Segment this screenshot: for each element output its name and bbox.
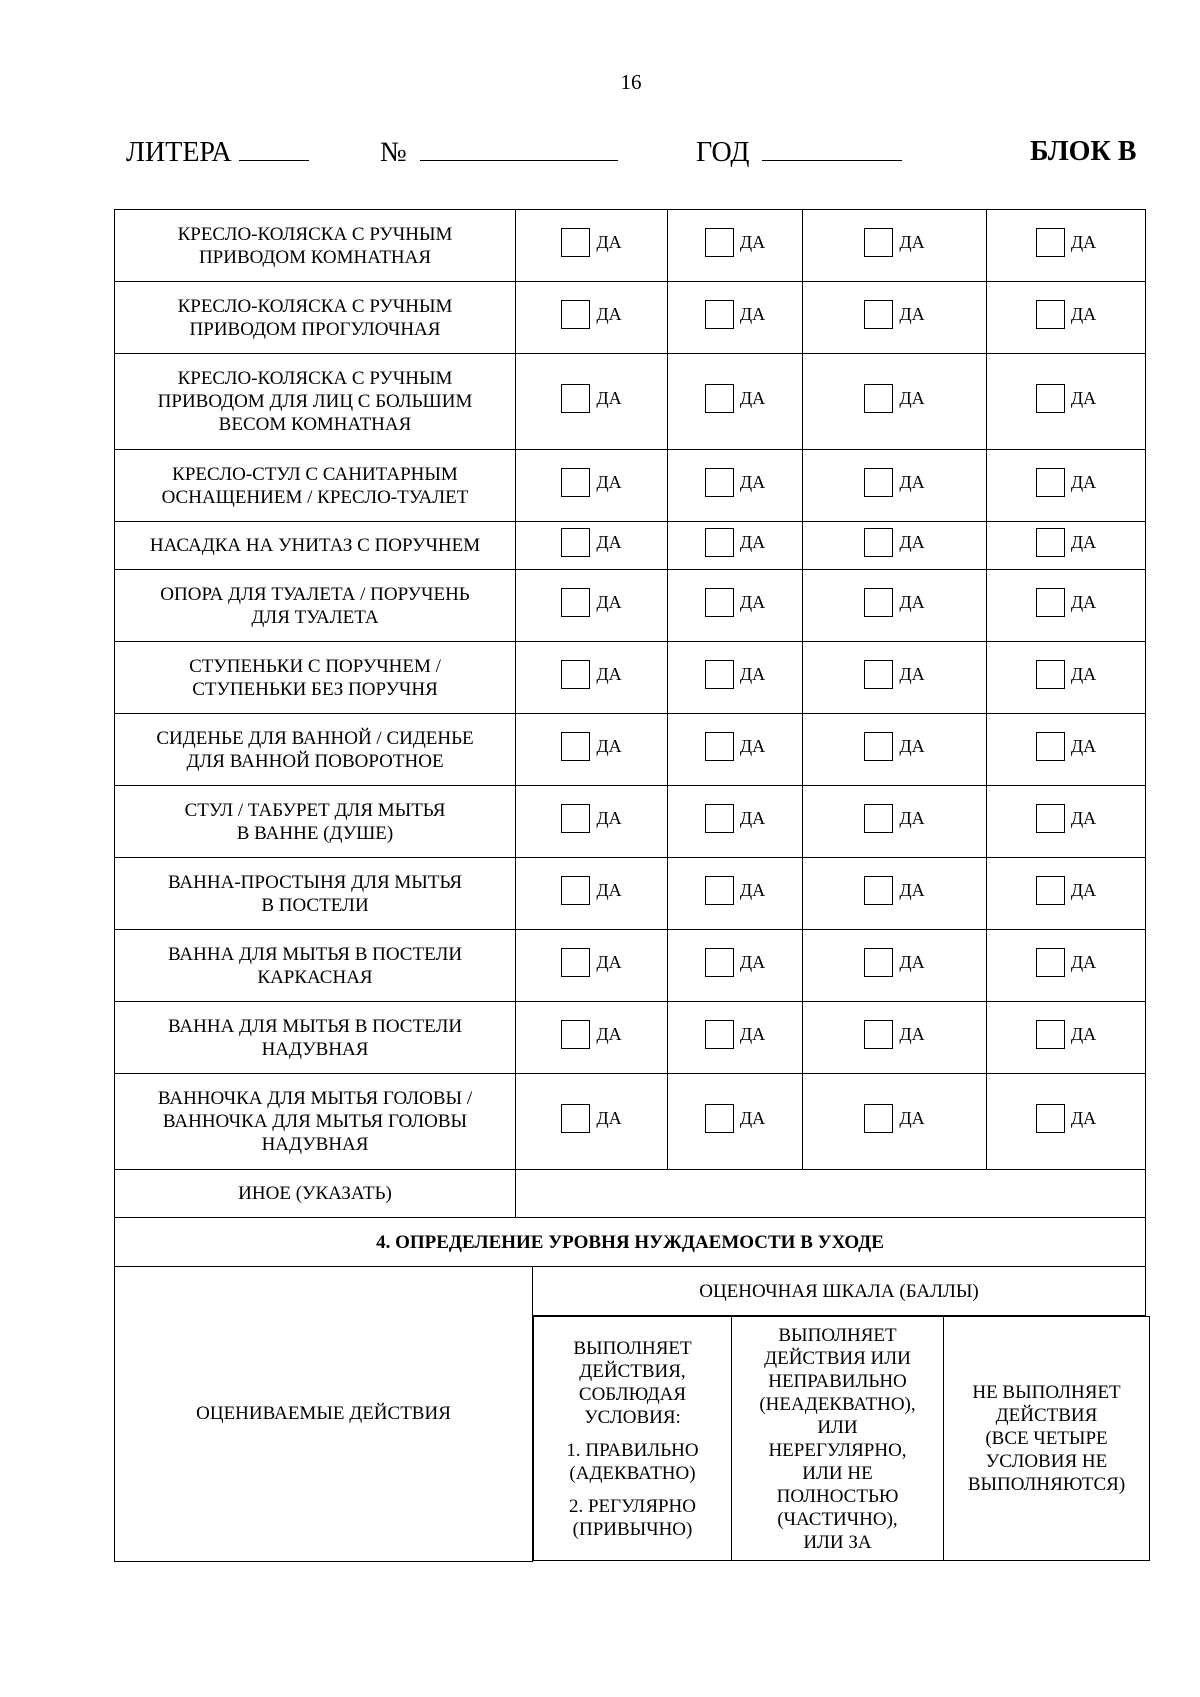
yes-checkbox[interactable]: [1036, 804, 1096, 833]
checkbox-box[interactable]: [1036, 1020, 1065, 1049]
checkbox-box[interactable]: [1036, 588, 1065, 617]
checkbox-cell: [803, 858, 987, 930]
yes-checkbox[interactable]: [561, 1020, 621, 1049]
checkbox-label: ДА: [596, 472, 622, 492]
checkbox-box[interactable]: [864, 948, 893, 977]
checkbox-box[interactable]: [1036, 1104, 1065, 1133]
other-input[interactable]: [516, 1170, 1146, 1218]
yes-checkbox[interactable]: [1036, 468, 1096, 497]
checkbox-cell: [987, 570, 1146, 642]
checkbox-label: ДА: [596, 808, 622, 828]
checkbox-cell: [803, 210, 987, 282]
checkbox-cell: [803, 714, 987, 786]
number-label: №: [380, 137, 407, 168]
checkbox-label: ДА: [899, 232, 925, 252]
checkbox-box[interactable]: [705, 300, 734, 329]
checkbox-box[interactable]: [705, 804, 734, 833]
checkbox-label: ДА: [739, 472, 766, 492]
checkbox-label: ДА: [739, 1024, 766, 1044]
checkbox-cell: [516, 642, 668, 714]
yes-checkbox[interactable]: [705, 1020, 765, 1049]
checkbox-box[interactable]: [705, 948, 734, 977]
scale-header: ОЦЕНОЧНАЯ ШКАЛА (БАЛЛЫ): [533, 1267, 1146, 1316]
checkbox-label: ДА: [1070, 472, 1097, 492]
yes-checkbox[interactable]: [1036, 1104, 1096, 1133]
checkbox-label: ДА: [596, 232, 622, 252]
device-row: [115, 1002, 1146, 1074]
checkbox-label: ДА: [596, 532, 622, 552]
yes-checkbox[interactable]: [561, 1104, 621, 1133]
yes-checkbox[interactable]: [864, 384, 924, 413]
checkbox-label: ДА: [596, 1024, 622, 1044]
checkbox-label: ДА: [1070, 304, 1097, 324]
checkbox-label: ДА: [739, 592, 766, 612]
checkbox-cell: [668, 1074, 803, 1170]
checkbox-label: ДА: [596, 880, 622, 900]
checkbox-cell: [516, 282, 668, 354]
yes-checkbox[interactable]: [1036, 948, 1096, 977]
checkbox-label: ДА: [1070, 808, 1097, 828]
section-4-title: 4. ОПРЕДЕЛЕНИЕ УРОВНЯ НУЖДАЕМОСТИ В УХОДЕ: [115, 1218, 1146, 1267]
checkbox-box[interactable]: [1036, 732, 1065, 761]
checkbox-label: ДА: [899, 808, 925, 828]
checkbox-box[interactable]: [561, 732, 590, 761]
checkbox-label: ДА: [899, 532, 925, 552]
yes-checkbox[interactable]: [705, 732, 765, 761]
checkbox-box[interactable]: [561, 948, 590, 977]
device-row: [115, 522, 1146, 570]
checkbox-label: ДА: [1070, 880, 1097, 900]
checkbox-cell: [668, 522, 803, 570]
checkbox-cell: [516, 522, 668, 570]
checkbox-cell: [668, 210, 803, 282]
checkbox-cell: [516, 930, 668, 1002]
block-label: БЛОК В: [1030, 136, 1137, 167]
checkbox-box[interactable]: [864, 1020, 893, 1049]
yes-checkbox[interactable]: [705, 468, 765, 497]
checkbox-box[interactable]: [705, 468, 734, 497]
checkbox-label: ДА: [596, 664, 622, 684]
checkbox-box[interactable]: [705, 1020, 734, 1049]
checkbox-box[interactable]: [1036, 948, 1065, 977]
checkbox-label: ДА: [1070, 532, 1097, 552]
checkbox-label: ДА: [739, 664, 766, 684]
checkbox-box[interactable]: [705, 384, 734, 413]
yes-checkbox[interactable]: [864, 948, 924, 977]
checkbox-label: ДА: [596, 388, 622, 408]
yes-checkbox[interactable]: [1036, 228, 1096, 257]
checkbox-box[interactable]: [561, 876, 590, 905]
device-row: [115, 450, 1146, 522]
checkbox-label: ДА: [899, 952, 925, 972]
checkbox-box[interactable]: [1036, 468, 1065, 497]
checkbox-label: ДА: [1070, 1024, 1097, 1044]
checkbox-box[interactable]: [1036, 300, 1065, 329]
yes-checkbox[interactable]: [864, 528, 924, 557]
yes-checkbox[interactable]: [864, 228, 924, 257]
yes-checkbox[interactable]: [1036, 660, 1096, 689]
checkbox-cell: [803, 1002, 987, 1074]
device-label: КРЕСЛО-СТУЛ С САНИТАРНЫМ ОСНАЩЕНИЕМ / КРЕСЛО-ТУАЛЕТ: [115, 450, 516, 522]
checkbox-cell: [987, 282, 1146, 354]
checkbox-cell: [516, 1002, 668, 1074]
checkbox-label: ДА: [1070, 232, 1097, 252]
checkbox-label: ДА: [1070, 952, 1097, 972]
checkbox-cell: [803, 282, 987, 354]
checkbox-cell: [987, 858, 1146, 930]
checkbox-cell: [803, 930, 987, 1002]
checkbox-cell: [987, 786, 1146, 858]
checkbox-box[interactable]: [864, 468, 893, 497]
checkbox-cell: [668, 930, 803, 1002]
yes-checkbox[interactable]: [1036, 588, 1096, 617]
checkbox-box[interactable]: [1036, 804, 1065, 833]
yes-checkbox[interactable]: [705, 948, 765, 977]
checkbox-box[interactable]: [561, 384, 590, 413]
device-label: ВАННА ДЛЯ МЫТЬЯ В ПОСТЕЛИ НАДУВНАЯ: [115, 1002, 516, 1074]
checkbox-box[interactable]: [864, 300, 893, 329]
checkbox-box[interactable]: [561, 468, 590, 497]
checkbox-label: ДА: [1070, 1108, 1097, 1128]
checkbox-box[interactable]: [561, 588, 590, 617]
checkbox-box[interactable]: [1036, 384, 1065, 413]
checkbox-cell: [803, 354, 987, 450]
number-input[interactable]: [420, 136, 618, 161]
device-row: [115, 714, 1146, 786]
scale-col1-intro: ВЫПОЛНЯЕТ ДЕЙСТВИЯ, СОБЛЮДАЯ УСЛОВИЯ:: [573, 1337, 692, 1428]
checkbox-cell: [987, 210, 1146, 282]
checkbox-cell: [803, 570, 987, 642]
checkbox-label: ДА: [739, 232, 766, 252]
device-label: НАСАДКА НА УНИТАЗ С ПОРУЧНЕМ: [115, 522, 516, 570]
yes-checkbox[interactable]: [1036, 876, 1096, 905]
yes-checkbox[interactable]: [705, 876, 765, 905]
yes-checkbox[interactable]: [561, 588, 621, 617]
checkbox-cell: [516, 210, 668, 282]
checkbox-cell: [987, 1002, 1146, 1074]
litera-field: [126, 136, 309, 169]
checkbox-label: ДА: [1070, 592, 1097, 612]
yes-checkbox[interactable]: [561, 228, 621, 257]
checkbox-label: ДА: [899, 664, 925, 684]
device-row: [115, 282, 1146, 354]
checkbox-cell: [803, 642, 987, 714]
checkbox-label: ДА: [1070, 388, 1097, 408]
yes-checkbox[interactable]: [1036, 528, 1096, 557]
other-label: ИНОЕ (УКАЗАТЬ): [115, 1170, 516, 1218]
yes-checkbox[interactable]: [864, 804, 924, 833]
checkbox-cell: [668, 858, 803, 930]
checkbox-box[interactable]: [561, 1104, 590, 1133]
yes-checkbox[interactable]: [705, 384, 765, 413]
checkbox-label: ДА: [899, 880, 925, 900]
checkbox-box[interactable]: [1036, 876, 1065, 905]
checkbox-label: ДА: [899, 1108, 925, 1128]
checkbox-box[interactable]: [561, 528, 590, 557]
checkbox-box[interactable]: [864, 876, 893, 905]
checkbox-box[interactable]: [864, 228, 893, 257]
yes-checkbox[interactable]: [561, 876, 621, 905]
checkbox-cell: [516, 570, 668, 642]
yes-checkbox[interactable]: [561, 300, 621, 329]
scale-col1-item1: 1. ПРАВИЛЬНО (АДЕКВАТНО): [566, 1439, 699, 1484]
device-label: КРЕСЛО-КОЛЯСКА С РУЧНЫМ ПРИВОДОМ ПРОГУЛОЧНАЯ: [115, 282, 516, 354]
checkbox-label: ДА: [596, 1108, 622, 1128]
device-row: [115, 210, 1146, 282]
checkbox-label: ДА: [899, 736, 925, 756]
other-row: [115, 1170, 1146, 1218]
yes-checkbox[interactable]: [864, 300, 924, 329]
checkbox-cell: [668, 570, 803, 642]
checkbox-label: ДА: [739, 880, 766, 900]
checkbox-box[interactable]: [561, 804, 590, 833]
scale-header-row: [115, 1267, 1146, 1316]
yes-checkbox[interactable]: [864, 468, 924, 497]
checkbox-box[interactable]: [705, 588, 734, 617]
yes-checkbox[interactable]: [561, 660, 621, 689]
checkbox-label: ДА: [1070, 736, 1097, 756]
device-row: [115, 858, 1146, 930]
checkbox-cell: [987, 354, 1146, 450]
checkbox-box[interactable]: [705, 228, 734, 257]
yes-checkbox[interactable]: [561, 468, 621, 497]
checkbox-cell: [668, 714, 803, 786]
checkbox-label: ДА: [739, 736, 766, 756]
year-field: [696, 136, 902, 169]
checkbox-cell: [987, 714, 1146, 786]
checkbox-box[interactable]: [1036, 528, 1065, 557]
yes-checkbox[interactable]: [705, 1104, 765, 1133]
checkbox-box[interactable]: [705, 1104, 734, 1133]
device-row: [115, 642, 1146, 714]
yes-checkbox[interactable]: [1036, 384, 1096, 413]
yes-checkbox[interactable]: [561, 948, 621, 977]
yes-checkbox[interactable]: [864, 732, 924, 761]
yes-checkbox[interactable]: [705, 300, 765, 329]
yes-checkbox[interactable]: [705, 804, 765, 833]
yes-checkbox[interactable]: [705, 660, 765, 689]
checkbox-label: ДА: [596, 304, 622, 324]
number-field: [380, 136, 618, 169]
yes-checkbox[interactable]: [705, 228, 765, 257]
assistive-devices-table: [114, 209, 1146, 1562]
checkbox-box[interactable]: [561, 660, 590, 689]
checkbox-cell: [803, 786, 987, 858]
checkbox-cell: [987, 1074, 1146, 1170]
checkbox-cell: [516, 786, 668, 858]
checkbox-cell: [516, 450, 668, 522]
checkbox-cell: [668, 354, 803, 450]
checkbox-label: ДА: [596, 952, 622, 972]
checkbox-cell: [803, 450, 987, 522]
checkbox-label: ДА: [596, 592, 622, 612]
checkbox-label: ДА: [739, 952, 766, 972]
checkbox-label: ДА: [899, 1024, 925, 1044]
checkbox-label: ДА: [899, 388, 925, 408]
device-row: [115, 570, 1146, 642]
device-row: [115, 1074, 1146, 1170]
checkbox-box[interactable]: [705, 732, 734, 761]
device-label: ВАННОЧКА ДЛЯ МЫТЬЯ ГОЛОВЫ / ВАННОЧКА ДЛЯ МЫТЬЯ ГОЛОВЫ НАДУВНАЯ: [115, 1074, 516, 1170]
checkbox-cell: [668, 786, 803, 858]
checkbox-box[interactable]: [864, 384, 893, 413]
device-label: СТУПЕНЬКИ С ПОРУЧНЕМ / СТУПЕНЬКИ БЕЗ ПОРУЧНЯ: [115, 642, 516, 714]
scale-col1-item2: 2. РЕГУЛЯРНО (ПРИВЫЧНО): [568, 1495, 697, 1540]
device-label: ОПОРА ДЛЯ ТУАЛЕТА / ПОРУЧЕНЬ ДЛЯ ТУАЛЕТА: [115, 570, 516, 642]
checkbox-box[interactable]: [705, 876, 734, 905]
assessed-actions-header: ОЦЕНИВАЕМЫЕ ДЕЙСТВИЯ: [115, 1267, 533, 1562]
checkbox-box[interactable]: [705, 660, 734, 689]
checkbox-box[interactable]: [864, 660, 893, 689]
device-label: ВАННА-ПРОСТЫНЯ ДЛЯ МЫТЬЯ В ПОСТЕЛИ: [115, 858, 516, 930]
checkbox-box[interactable]: [864, 804, 893, 833]
checkbox-cell: [516, 714, 668, 786]
scale-col-does-not-perform: НЕ ВЫПОЛНЯЕТ ДЕЙСТВИЯ (ВСЕ ЧЕТЫРЕ УСЛОВИЯ НЕ ВЫПОЛНЯЮТСЯ): [944, 1317, 1150, 1561]
checkbox-box[interactable]: [561, 228, 590, 257]
checkbox-label: ДА: [1070, 664, 1097, 684]
device-row: [115, 354, 1146, 450]
yes-checkbox[interactable]: [864, 1020, 924, 1049]
checkbox-box[interactable]: [864, 528, 893, 557]
year-input[interactable]: [762, 136, 902, 161]
checkbox-label: ДА: [739, 304, 766, 324]
yes-checkbox[interactable]: [1036, 300, 1096, 329]
checkbox-cell: [668, 1002, 803, 1074]
checkbox-label: ДА: [899, 472, 925, 492]
device-label: КРЕСЛО-КОЛЯСКА С РУЧНЫМ ПРИВОДОМ КОМНАТНАЯ: [115, 210, 516, 282]
checkbox-box[interactable]: [864, 1104, 893, 1133]
checkbox-label: ДА: [899, 304, 925, 324]
checkbox-label: ДА: [596, 736, 622, 756]
checkbox-cell: [516, 858, 668, 930]
checkbox-box[interactable]: [864, 588, 893, 617]
section-4-row: [115, 1218, 1146, 1267]
yes-checkbox[interactable]: [561, 732, 621, 761]
yes-checkbox[interactable]: [705, 588, 765, 617]
yes-checkbox[interactable]: [864, 588, 924, 617]
yes-checkbox[interactable]: [864, 876, 924, 905]
device-label: СИДЕНЬЕ ДЛЯ ВАННОЙ / СИДЕНЬЕ ДЛЯ ВАННОЙ ПОВОРОТНОЕ: [115, 714, 516, 786]
checkbox-box[interactable]: [561, 300, 590, 329]
checkbox-box[interactable]: [561, 1020, 590, 1049]
scale-col-performs-correctly: [534, 1317, 732, 1561]
litera-input[interactable]: [239, 136, 309, 161]
checkbox-cell: [803, 1074, 987, 1170]
checkbox-cell: [987, 930, 1146, 1002]
checkbox-box[interactable]: [864, 732, 893, 761]
checkbox-cell: [803, 522, 987, 570]
year-label: ГОД: [696, 137, 750, 168]
scale-col-performs-incorrectly: ВЫПОЛНЯЕТ ДЕЙСТВИЯ ИЛИ НЕПРАВИЛЬНО (НЕАДЕКВАТНО), ИЛИ НЕРЕГУЛЯРНО, ИЛИ НЕ ПОЛНОСТЬЮ (ЧАСТИЧНО), ИЛИ ЗА: [732, 1317, 944, 1561]
yes-checkbox[interactable]: [561, 804, 621, 833]
checkbox-box[interactable]: [705, 528, 734, 557]
checkbox-cell: [987, 522, 1146, 570]
yes-checkbox[interactable]: [864, 1104, 924, 1133]
device-label: ВАННА ДЛЯ МЫТЬЯ В ПОСТЕЛИ КАРКАСНАЯ: [115, 930, 516, 1002]
checkbox-label: ДА: [739, 532, 766, 552]
checkbox-cell: [668, 642, 803, 714]
litera-label: ЛИТЕРА: [126, 137, 232, 168]
yes-checkbox[interactable]: [864, 660, 924, 689]
checkbox-cell: [516, 1074, 668, 1170]
checkbox-label: ДА: [739, 388, 766, 408]
checkbox-cell: [668, 450, 803, 522]
checkbox-box[interactable]: [1036, 660, 1065, 689]
yes-checkbox[interactable]: [561, 384, 621, 413]
device-row: [115, 786, 1146, 858]
yes-checkbox[interactable]: [561, 528, 621, 557]
device-label: КРЕСЛО-КОЛЯСКА С РУЧНЫМ ПРИВОДОМ ДЛЯ ЛИЦ С БОЛЬШИМ ВЕСОМ КОМНАТНАЯ: [115, 354, 516, 450]
checkbox-cell: [987, 642, 1146, 714]
checkbox-cell: [668, 282, 803, 354]
checkbox-label: ДА: [739, 808, 766, 828]
checkbox-cell: [987, 450, 1146, 522]
page-number: 16: [620, 70, 642, 94]
yes-checkbox[interactable]: [1036, 1020, 1096, 1049]
checkbox-box[interactable]: [1036, 228, 1065, 257]
device-row: [115, 930, 1146, 1002]
checkbox-label: ДА: [899, 592, 925, 612]
yes-checkbox[interactable]: [705, 528, 765, 557]
yes-checkbox[interactable]: [1036, 732, 1096, 761]
device-label: СТУЛ / ТАБУРЕТ ДЛЯ МЫТЬЯ В ВАННЕ (ДУШЕ): [115, 786, 516, 858]
checkbox-label: ДА: [739, 1108, 766, 1128]
checkbox-cell: [516, 354, 668, 450]
